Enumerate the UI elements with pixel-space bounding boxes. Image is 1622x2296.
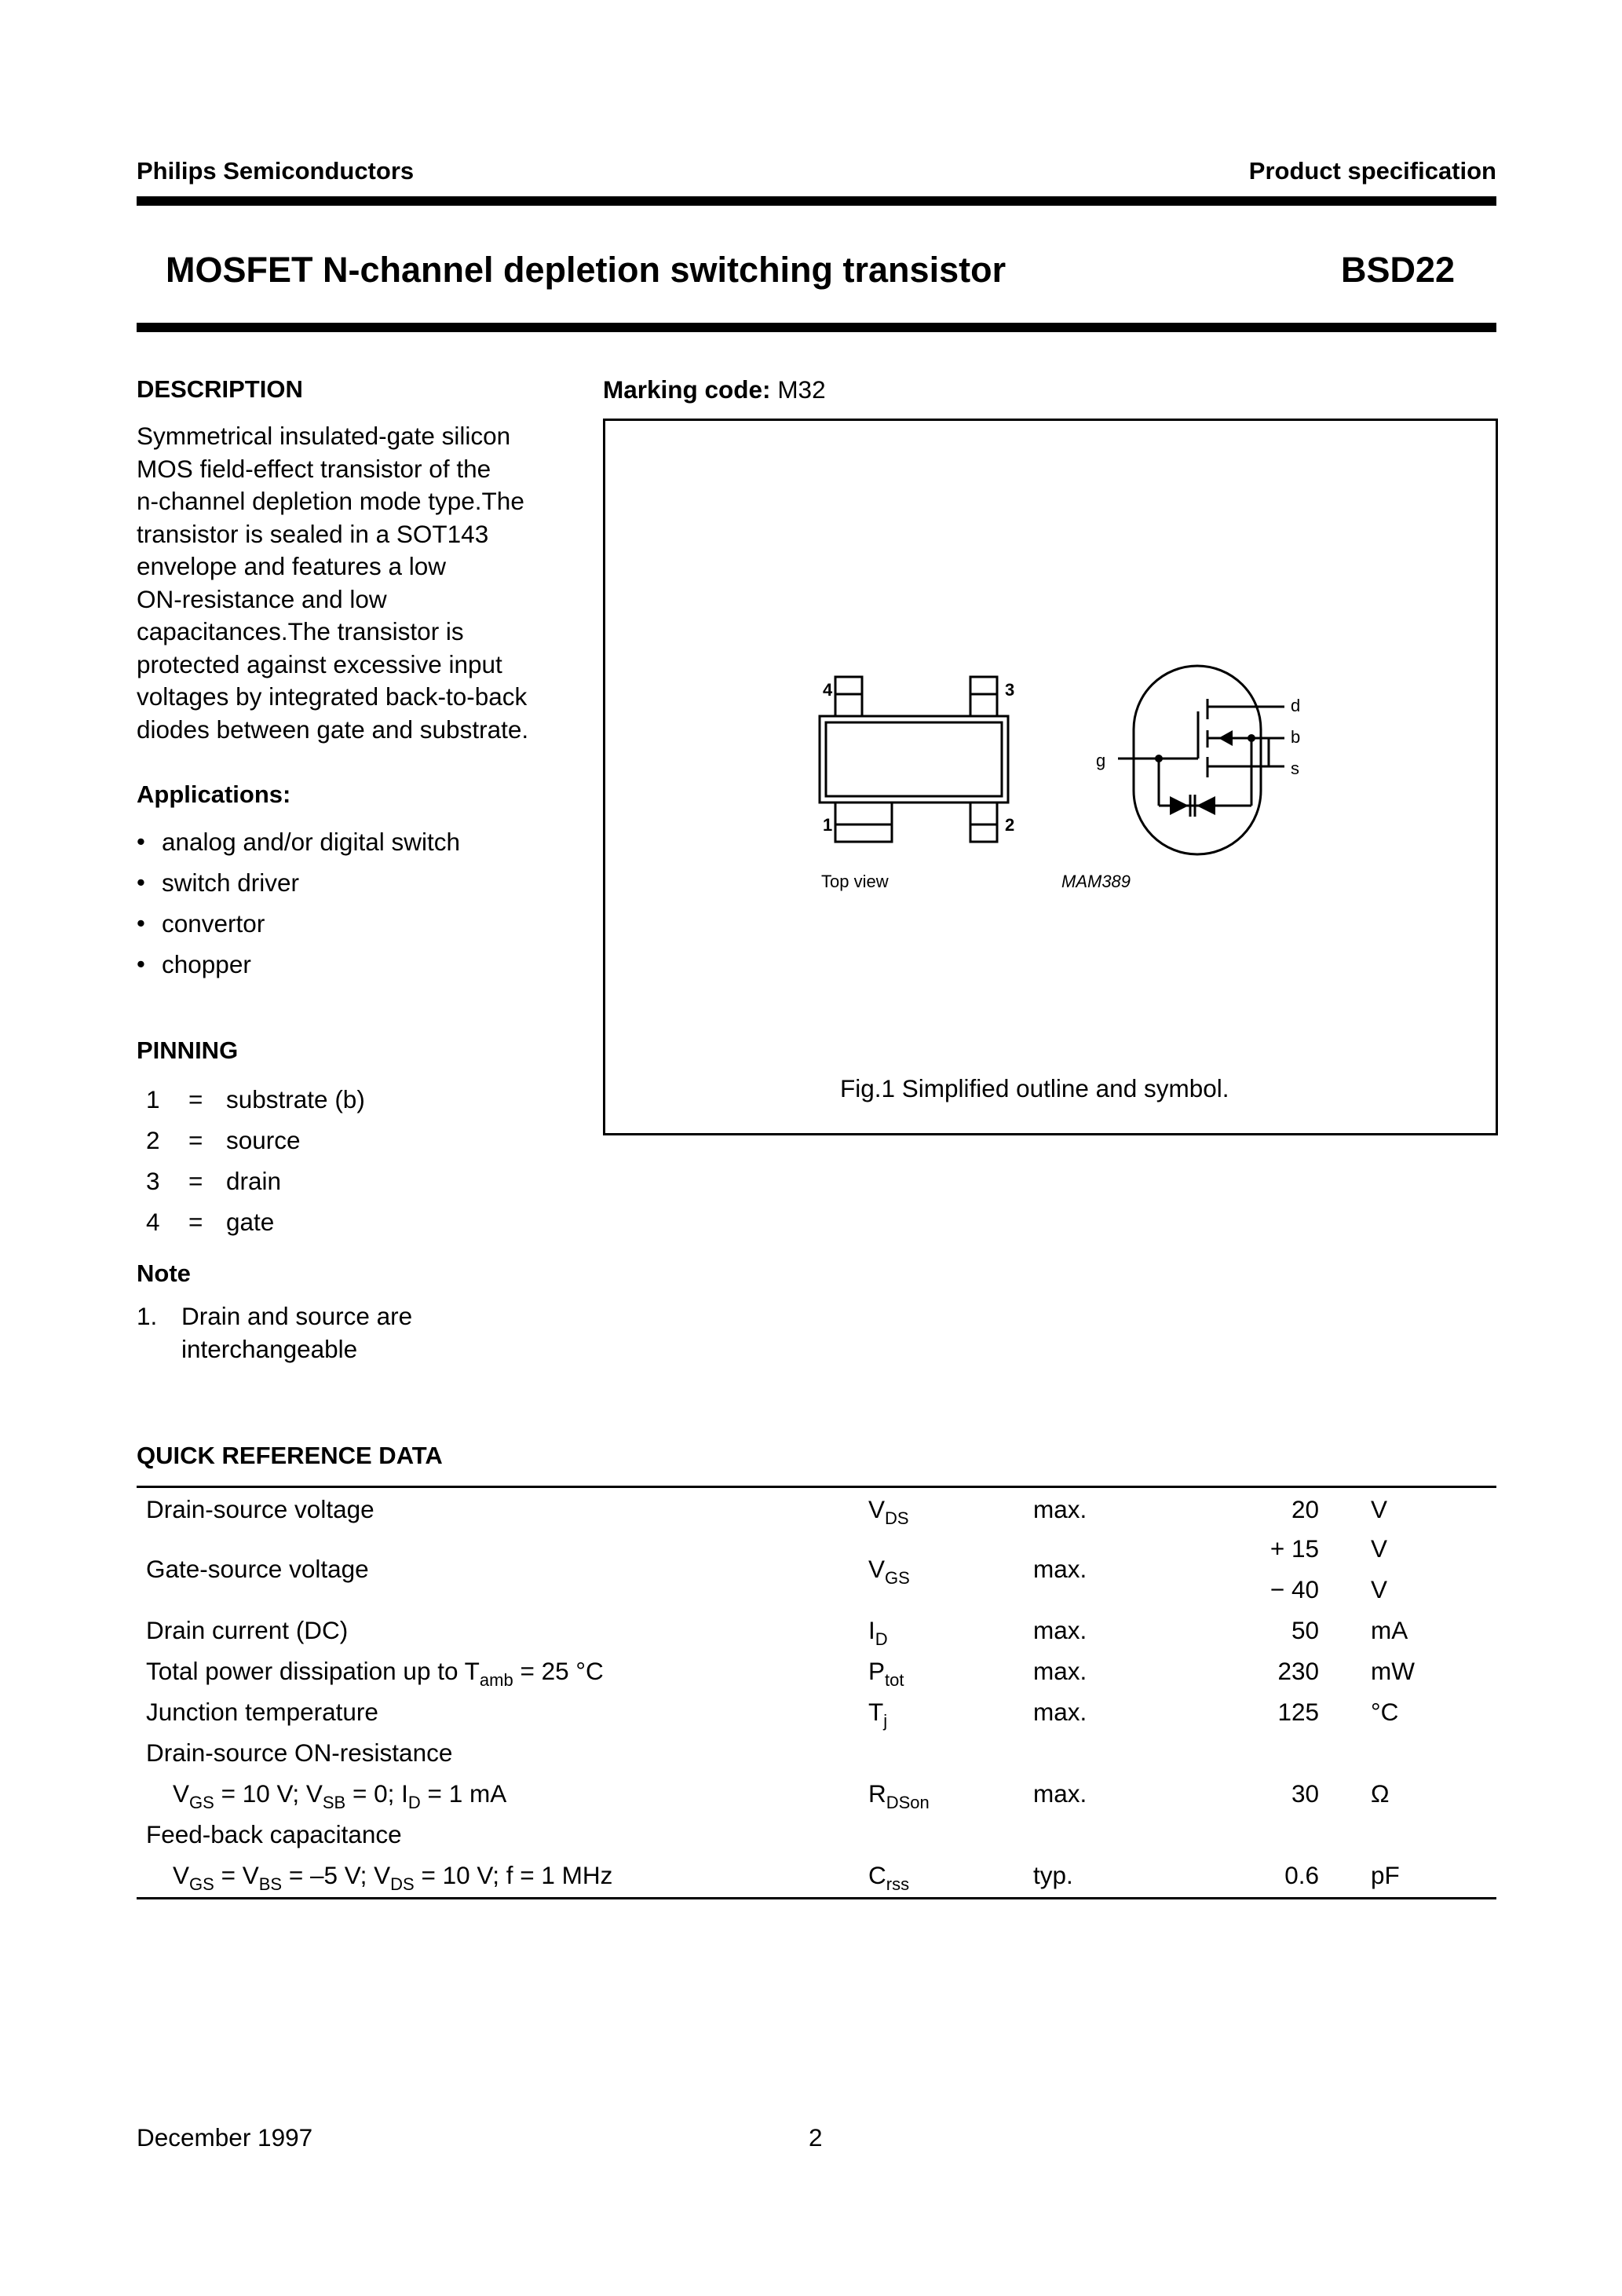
symbol-crss: $C_{rss}$: [868, 1861, 910, 1894]
unit-vgs-neg: V: [1371, 1575, 1388, 1603]
terminal-label-b: b: [1291, 727, 1301, 747]
value-vds: 20: [1291, 1495, 1319, 1523]
value-vgs-neg: − 40: [1269, 1575, 1319, 1603]
pin-label-1: 1: [823, 815, 833, 835]
description-line: Symmetrical insulated-gate silicon: [137, 422, 511, 450]
param-crss: Feed-back capacitance: [146, 1820, 402, 1848]
pin-description: substrate (b): [226, 1085, 365, 1113]
cond-ptot: max.: [1033, 1657, 1087, 1685]
pin-equals: =: [188, 1126, 203, 1154]
param-id: Drain current (DC): [146, 1616, 349, 1644]
pin-description: drain: [226, 1167, 282, 1195]
figure-code: MAM389: [1061, 872, 1131, 891]
part-number: BSD22: [1341, 250, 1456, 290]
cond-id: max.: [1033, 1616, 1087, 1644]
unit-tj: °C: [1371, 1698, 1399, 1726]
description-line: n-channel depletion mode type.The: [137, 487, 524, 515]
description-line: protected against excessive input: [137, 649, 502, 678]
bullet: •: [137, 828, 145, 855]
pin-description: source: [226, 1126, 301, 1154]
cond-vds: max.: [1033, 1495, 1087, 1523]
page-number: 2: [809, 2123, 823, 2152]
param-vds: Drain-source voltage: [146, 1495, 374, 1523]
description-heading: DESCRIPTION: [137, 375, 303, 403]
value-crss: 0.6: [1284, 1861, 1319, 1889]
footer-date: December 1997: [137, 2123, 313, 2152]
pin-label-4: 4: [823, 680, 833, 700]
application-item: convertor: [162, 909, 265, 938]
application-item: switch driver: [162, 868, 300, 897]
symbol-tj: $T_j$: [868, 1698, 888, 1731]
bullet: •: [137, 909, 145, 937]
pinning-heading: PINNING: [137, 1036, 239, 1064]
unit-vgs-pos: V: [1371, 1534, 1388, 1563]
value-tj: 125: [1277, 1698, 1319, 1726]
application-item: analog and/or digital switch: [162, 828, 460, 856]
table-rule-bottom: [137, 1897, 1496, 1899]
param-tj: Junction temperature: [146, 1698, 378, 1726]
description-line: capacitances.The transistor is: [137, 617, 464, 645]
table-rule-top: [137, 1486, 1496, 1488]
symbol-id: $I_D$: [868, 1616, 888, 1649]
pin-number: 1: [146, 1085, 160, 1113]
value-vgs-pos: + 15: [1269, 1534, 1319, 1563]
pin-equals: =: [188, 1208, 203, 1236]
top-view-label: Top view: [821, 872, 889, 891]
note-heading: Note: [137, 1260, 191, 1287]
cond-text-crss: $V_{GS} = V_{BS} = -5$ V; $V_{DS} = 10$ V; f = 1 MHz: [173, 1861, 613, 1894]
description-line: voltages by integrated back-to-back: [137, 682, 528, 711]
unit-ptot: mW: [1371, 1657, 1415, 1685]
package-outline: [820, 677, 1008, 842]
unit-id: mA: [1371, 1616, 1408, 1644]
param-rdson: Drain-source ON-resistance: [146, 1738, 453, 1767]
bulk-arrow: [1218, 730, 1233, 746]
description-line: diodes between gate and substrate.: [137, 715, 529, 744]
pin-equals: =: [188, 1085, 203, 1113]
terminal-label-d: d: [1291, 696, 1301, 715]
marking-code-value: M32: [777, 375, 826, 404]
note-line: Drain and source are: [181, 1302, 413, 1330]
pin-number: 3: [146, 1167, 160, 1195]
description-text: [137, 420, 576, 746]
pin-number: 4: [146, 1208, 160, 1236]
marking-code: [603, 375, 826, 404]
applications-heading: Applications:: [137, 781, 291, 808]
junction-dot: [1248, 734, 1255, 742]
symbol-vds: $V_{DS}$: [868, 1495, 909, 1528]
pin-label-3: 3: [1005, 680, 1015, 700]
value-rdson: 30: [1291, 1779, 1319, 1808]
unit-rdson: Ω: [1371, 1779, 1390, 1808]
application-item: chopper: [162, 950, 251, 978]
junction-dot: [1155, 755, 1163, 762]
note-line: interchangeable: [181, 1334, 358, 1363]
pin-number: 2: [146, 1126, 160, 1154]
company-name: Philips Semiconductors: [137, 157, 415, 185]
pin-equals: =: [188, 1167, 203, 1195]
terminal-label-s: s: [1291, 759, 1299, 778]
value-id: 50: [1291, 1616, 1319, 1644]
note-number: 1.: [137, 1302, 158, 1330]
page-title: MOSFET N-channel depletion switching transistor: [166, 250, 1006, 290]
description-line: transistor is sealed in a SOT143: [137, 519, 489, 548]
description-line: ON-resistance and low: [137, 584, 387, 613]
quick-ref-heading: QUICK REFERENCE DATA: [137, 1442, 443, 1469]
unit-crss: pF: [1371, 1861, 1400, 1889]
bullet: •: [137, 868, 145, 896]
description-line: MOS field-effect transistor of the: [137, 454, 491, 483]
header-rule-bottom: [137, 323, 1496, 332]
value-ptot: 230: [1277, 1657, 1319, 1685]
cond-crss: typ.: [1033, 1861, 1073, 1889]
param-vgs: Gate-source voltage: [146, 1555, 369, 1583]
header-rule-top: [137, 196, 1496, 206]
pin-label-2: 2: [1005, 815, 1015, 835]
description-line: envelope and features a low: [137, 552, 447, 580]
pin-description: gate: [226, 1208, 275, 1236]
note-text: [181, 1300, 412, 1366]
symbol-ptot: $P_{tot}$: [868, 1657, 904, 1690]
symbol-rdson: $R_{DSon}$: [868, 1779, 930, 1812]
figure-drawing: [809, 660, 1437, 903]
terminal-label-g: g: [1096, 751, 1106, 770]
param-ptot: Total power dissipation up to $T_{amb} = 25$ °C: [146, 1657, 604, 1690]
unit-vds: V: [1371, 1495, 1388, 1523]
cond-text-rdson: $V_{GS} = 10$ V; $V_{SB} = 0$; $I_D = 1$ mA: [173, 1779, 507, 1812]
symbol-vgs: $V_{GS}$: [868, 1555, 910, 1588]
cond-vgs: max.: [1033, 1555, 1087, 1583]
bullet: •: [137, 950, 145, 978]
cond-rdson: max.: [1033, 1779, 1087, 1808]
marking-code-label: Marking code:: [603, 375, 771, 404]
document-type: Product specification: [1248, 157, 1496, 185]
cond-tj: max.: [1033, 1698, 1087, 1726]
figure-caption: Fig.1 Simplified outline and symbol.: [840, 1074, 1229, 1102]
mosfet-symbol: [1118, 666, 1284, 854]
